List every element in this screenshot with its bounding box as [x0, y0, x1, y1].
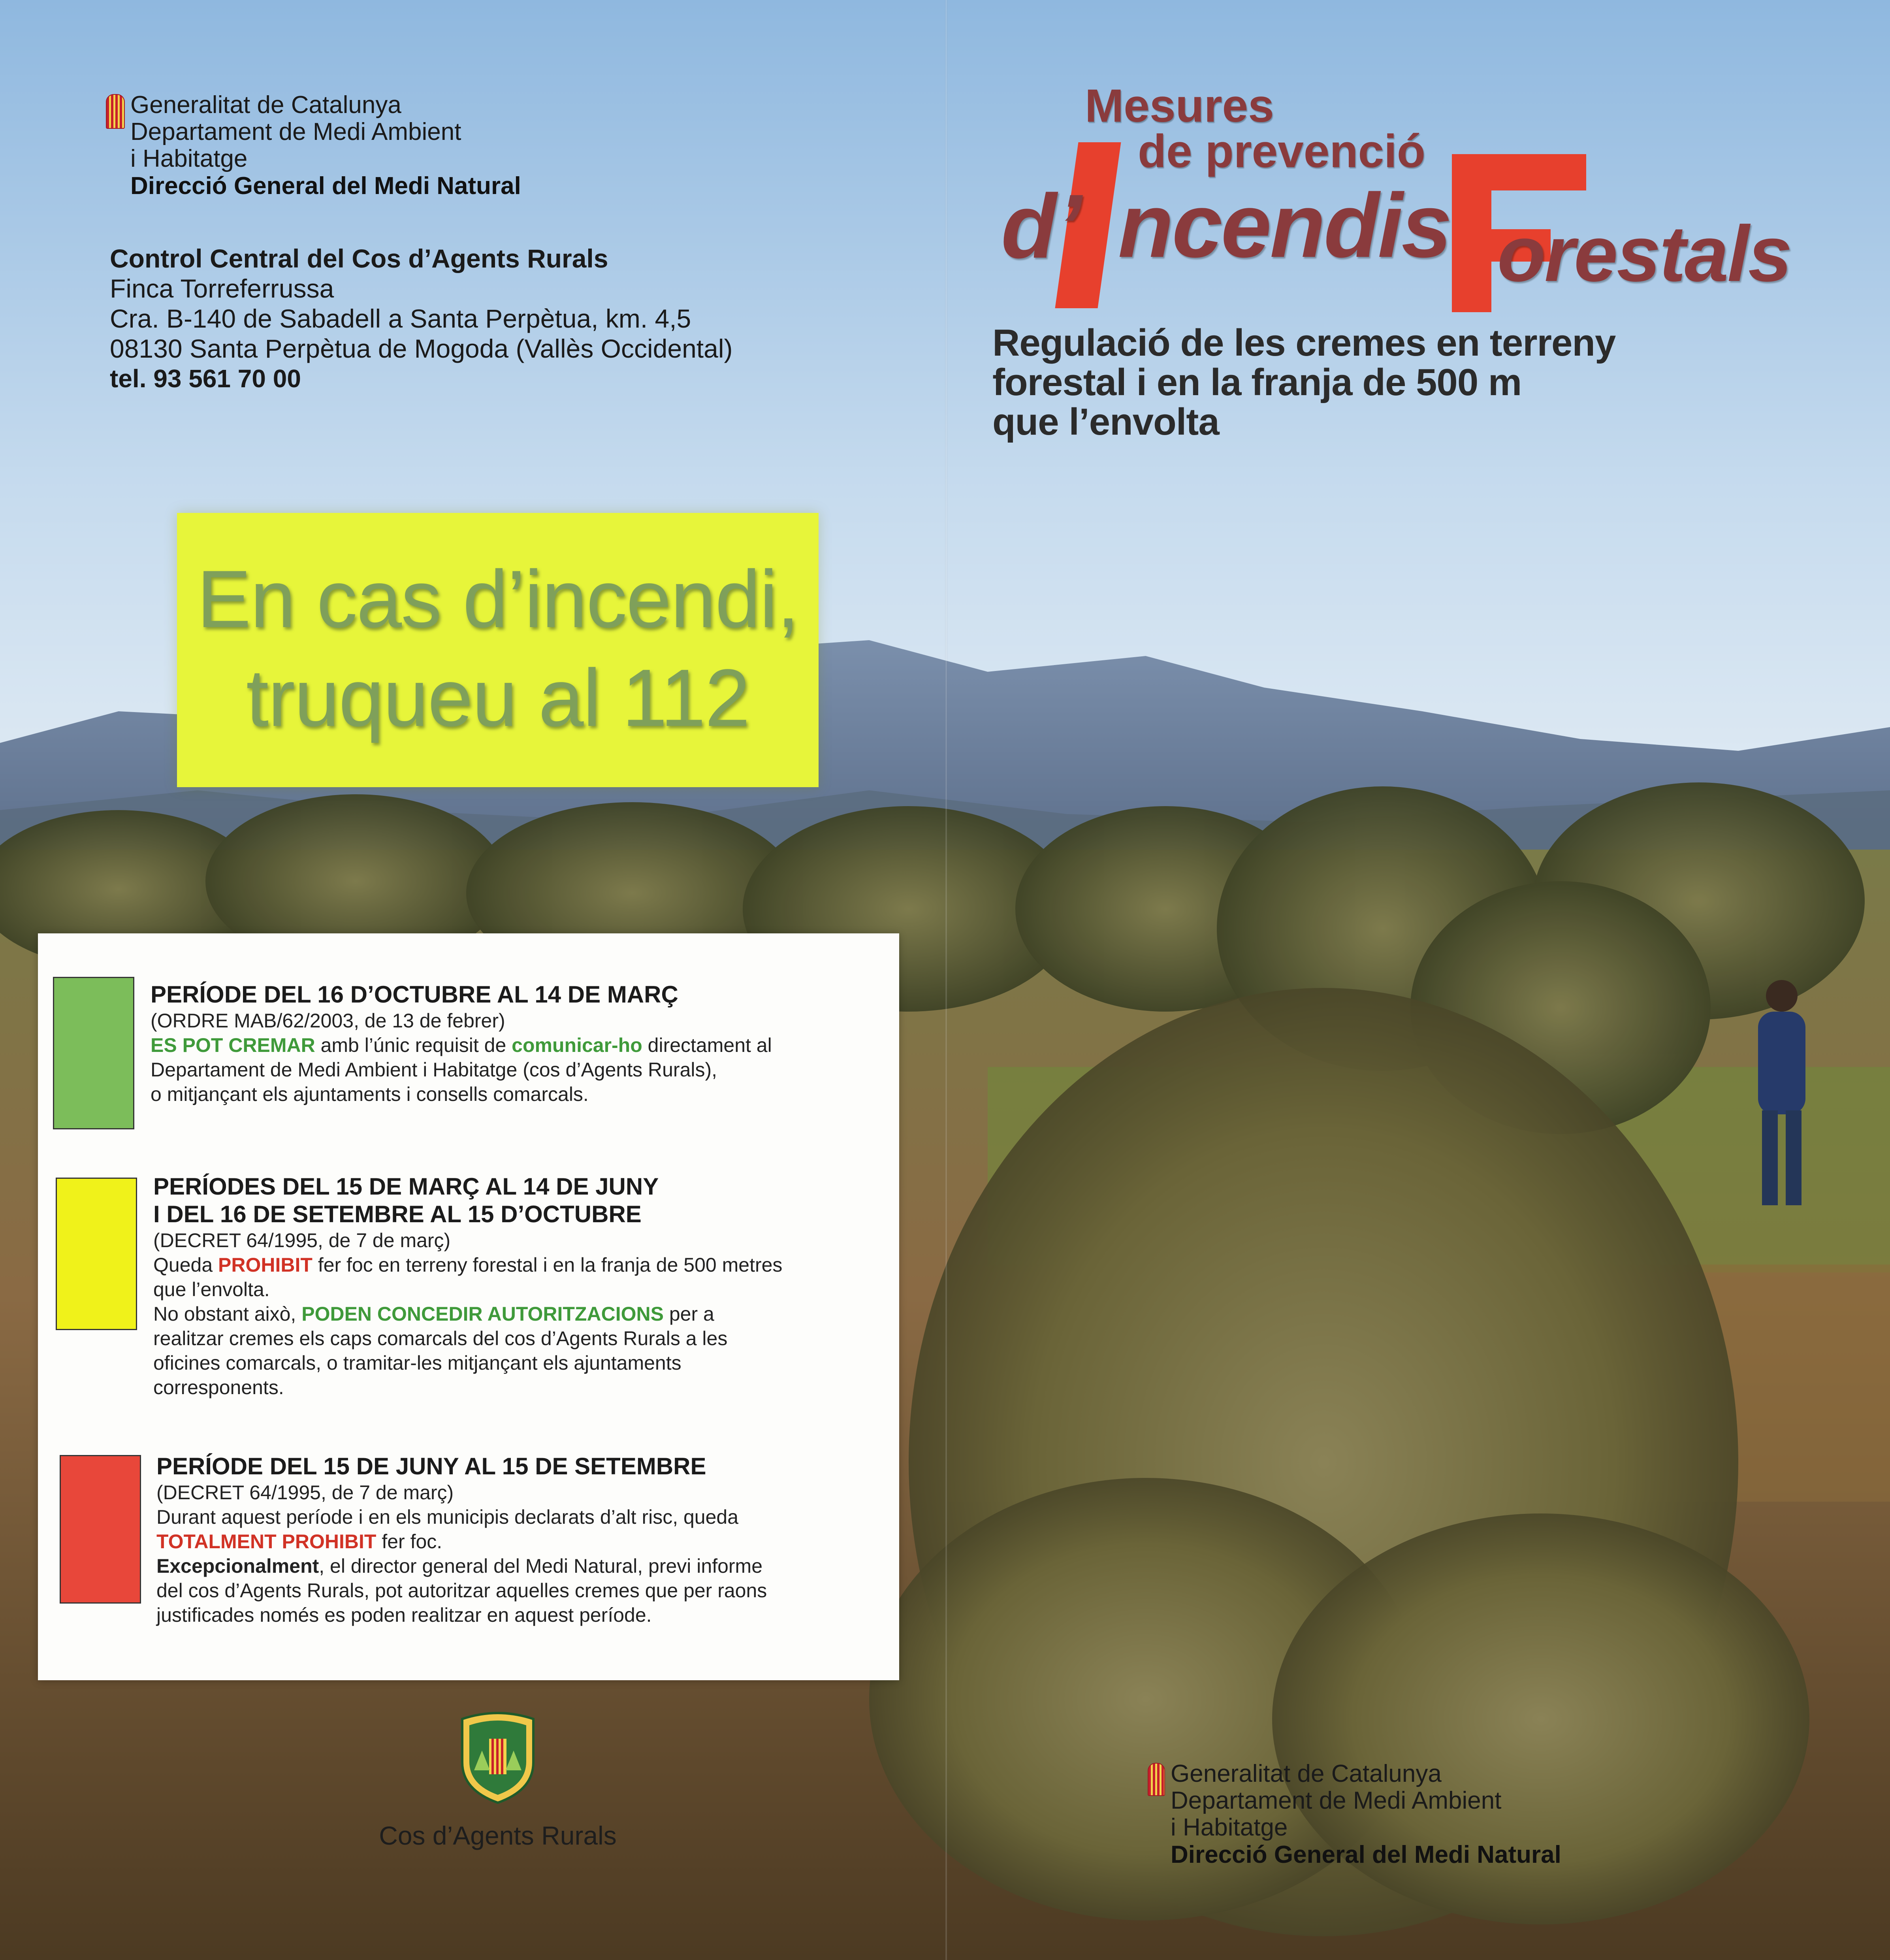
title-d: d’ [1001, 175, 1082, 277]
title-prevencio: de prevenció [1138, 125, 1425, 177]
period-text-line: del cos d’Agents Rurals, pot autoritzar aquelles cremes que per raons [156, 1579, 767, 1602]
period-text-line: Queda PROHIBIT fer foc en terreny forestal i en la franja de 500 metres [153, 1254, 783, 1276]
period-text-line: Departament de Medi Ambient i Habitatge (cos d’Agents Rurals), [151, 1059, 717, 1081]
title-mesures: Mesures [1085, 80, 1274, 132]
period-text-line: o mitjançant els ajuntaments i consells comarcals. [151, 1083, 589, 1105]
contact-phone: tel. 93 561 70 00 [110, 364, 301, 393]
period-heading: PERÍODE DEL 16 D’OCTUBRE AL 14 DE MARÇ [151, 981, 678, 1008]
generalitat-logo-block-footer [1148, 1760, 1561, 1869]
period-text-line: corresponents. [153, 1376, 284, 1398]
contact-block [110, 243, 732, 394]
org-line-3: i Habitatge [130, 145, 248, 172]
contact-line-2: Cra. B-140 de Sabadell a Santa Perpètua, km. 4,5 [110, 304, 691, 333]
period-text-line: Durant aquest període i en els municipis declarats d’alt risc, queda [156, 1506, 739, 1528]
emergency-line-1: En cas d’incendi, [197, 554, 799, 645]
subtitle-line-3: que l’envolta [992, 401, 1219, 443]
period-text-line: que l’envolta. [153, 1278, 270, 1300]
brochure-title [988, 71, 1873, 324]
agents-rurals-badge-icon [458, 1711, 537, 1804]
period-text-line: oficines comarcals, o tramitar-les mitjançant els ajuntaments [153, 1352, 681, 1374]
org-line-2: Departament de Medi Ambient [1171, 1787, 1502, 1814]
org-line-1: Generalitat de Catalunya [1171, 1760, 1442, 1787]
yellow-swatch [56, 1178, 137, 1330]
period-heading-1: PERÍODES DEL 15 DE MARÇ AL 14 DE JUNY [153, 1173, 659, 1200]
period-heading-2: I DEL 16 DE SETEMBRE AL 15 D’OCTUBRE [153, 1201, 642, 1227]
period-text-line: No obstant això, PODEN CONCEDIR AUTORITZACIONS per a [153, 1303, 714, 1325]
catalonia-seal-icon [1148, 1763, 1165, 1796]
emergency-line-2: truqueu al 112 [246, 652, 749, 743]
fold-line [945, 0, 947, 1960]
red-swatch [60, 1455, 141, 1604]
title-forestals: orestals [1497, 210, 1791, 298]
emergency-callout [177, 513, 819, 787]
period-text-line: ES POT CREMAR amb l’únic requisit de comunicar-ho directament al [151, 1034, 772, 1056]
period-ref: (ORDRE MAB/62/2003, de 13 de febrer) [151, 1010, 505, 1032]
org-line-2: Departament de Medi Ambient [130, 118, 461, 145]
period-text-line: TOTALMENT PROHIBIT fer foc. [156, 1530, 442, 1553]
org-line-3: i Habitatge [1171, 1814, 1288, 1841]
subtitle-line-2: forestal i en la franja de 500 m [992, 361, 1522, 403]
agents-rurals-label: Cos d’Agents Rurals [379, 1821, 617, 1850]
period-text-line: realitzar cremes els caps comarcals del cos d’Agents Rurals a les [153, 1327, 728, 1349]
agents-rurals-emblem [356, 1711, 640, 1851]
period-text-line: justificades només es poden realitzar en aquest període. [156, 1604, 652, 1626]
org-line-1: Generalitat de Catalunya [130, 91, 401, 119]
org-line-4: Direcció General del Medi Natural [1171, 1841, 1561, 1868]
period-ref: (DECRET 64/1995, de 7 de març) [156, 1481, 454, 1504]
period-ref: (DECRET 64/1995, de 7 de març) [153, 1229, 451, 1251]
subtitle-line-1: Regulació de les cremes en terreny [992, 322, 1616, 364]
brochure-subtitle [992, 323, 1862, 442]
contact-title: Control Central del Cos d’Agents Rurals [110, 244, 608, 273]
contact-line-3: 08130 Santa Perpètua de Mogoda (Vallès Occidental) [110, 334, 733, 363]
catalonia-seal-icon [106, 94, 125, 129]
period-text-line: Excepcionalment, el director general del Medi Natural, previ informe [156, 1555, 762, 1577]
period-heading: PERÍODE DEL 15 DE JUNY AL 15 DE SETEMBRE [156, 1453, 706, 1479]
contact-line-1: Finca Torreferrussa [110, 274, 334, 303]
org-line-4: Direcció General del Medi Natural [130, 172, 521, 200]
burning-periods-box [38, 933, 899, 1680]
green-swatch [53, 977, 134, 1129]
title-incendis: ncendis [1118, 175, 1451, 276]
generalitat-logo-block [106, 92, 521, 200]
